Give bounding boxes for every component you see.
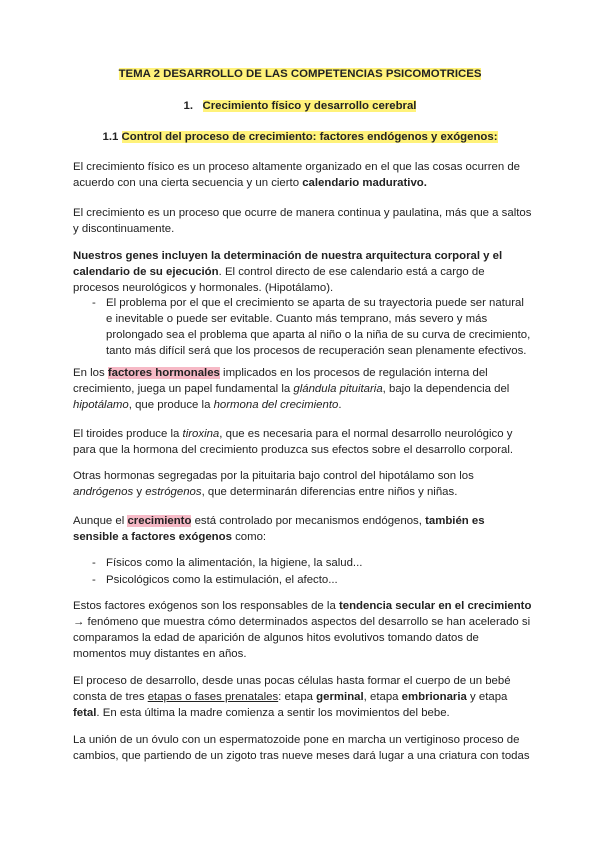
paragraph-1: El crecimiento físico es un proceso altamente organizado en el que las cosas ocurren de acuerdo con una cierta secuencia y un cierto calendario madurativo. [73, 161, 521, 189]
paragraph-7: Aunque el crecimiento está controlado por mecanismos endógenos, también es sensible a factores exógenos como: [73, 515, 485, 543]
section-heading-1-1: 1.1 Control del proceso de crecimiento: factores endógenos y exógenos: [102, 131, 498, 143]
paragraph-8: Estos factores exógenos son los responsables de la tendencia secular en el crecimiento → fenómeno que muestra cómo determinados aspectos del desarrollo se han acelerado si comparamos la edad de aparición de algunos hitos evolutivos tomando datos de momentos muy distantes en años. [73, 600, 532, 660]
paragraph-3: Nuestros genes incluyen la determinación de nuestra arquitectura corporal y el calendario de su ejecución. El control directo de ese calendario está a cargo de procesos neurológicos y hormonales. (Hipotálamo). [73, 250, 503, 294]
paragraph-10: La unión de un óvulo con un espermatozoide pone en marcha un vertiginoso proceso de cambios, que partiendo de un zigoto tras nueve meses dará lugar a una criatura con todas [73, 734, 530, 762]
list-item: - Físicos como la alimentación, la higiene, la salud... [92, 557, 363, 569]
list-item: - El problema por el que el crecimiento se aparta de su trayectoria puede ser natural e inevitable o puede ser evitable. Cuanto más temprano, más severo y más prolongado sea el problema que aparta al niño o la niña de su curva de crecimiento, tanto más difícil será que los procesos de recuperación sean plenamente efectivos. [92, 297, 531, 357]
paragraph-2: El crecimiento es un proceso que ocurre de manera continua y paulatina, más que a saltos y discontinuamente. [73, 207, 532, 235]
paragraph-9: El proceso de desarrollo, desde unas pocas células hasta formar el cuerpo de un bebé consta de tres etapas o fases prenatales: etapa germinal, etapa embrionaria y etapa fetal. En esta última la madre comienza a sentir los movimientos del bebe. [73, 675, 511, 719]
paragraph-4: En los factores hormonales implicados en los procesos de regulación interna del crecimiento, juega un papel fundamental la glándula pituitaria, bajo la dependencia del hipotálamo, que produce la hormona del crecimiento. [73, 367, 510, 411]
paragraph-6: Otras hormonas segregadas por la pituitaria bajo control del hipotálamo son los andrógenos y estrógenos, que determinarán diferencias entre niños y niñas. [73, 470, 474, 498]
document-title: TEMA 2 DESARROLLO DE LAS COMPETENCIAS PSICOMOTRICES [118, 68, 482, 80]
list-item: - Psicológicos como la estimulación, el afecto... [92, 574, 338, 586]
paragraph-5: El tiroides produce la tiroxina, que es necesaria para el normal desarrollo neurológico y para que la hormona del crecimiento produzca sus efectos sobre el desarrollo corporal. [73, 428, 514, 456]
section-heading-1: 1. Crecimiento físico y desarrollo cerebral [183, 100, 417, 112]
